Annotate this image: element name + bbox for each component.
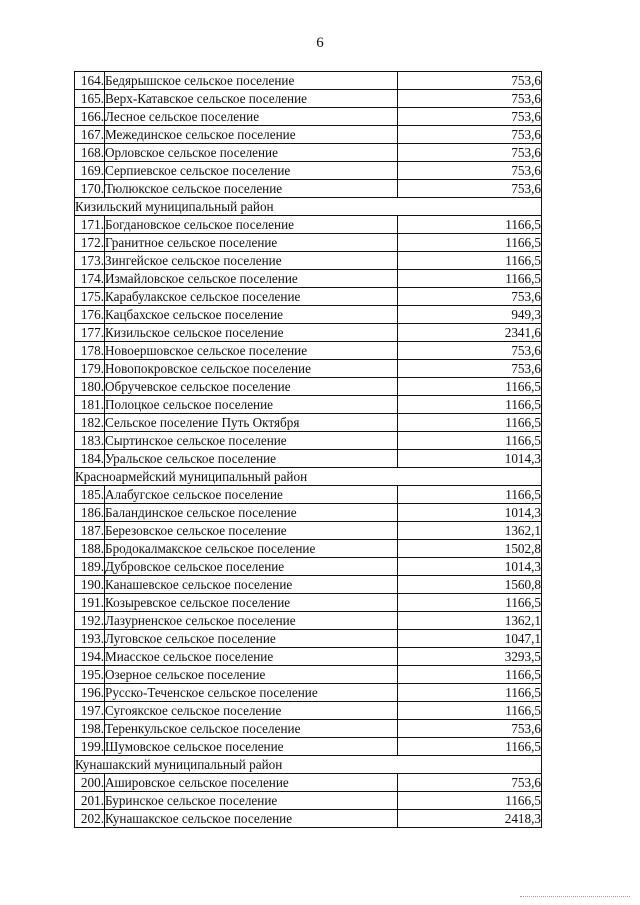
settlement-name: Верх-Катавское сельское поселение <box>105 90 398 108</box>
settlement-name: Богдановское сельское поселение <box>105 216 398 234</box>
settlement-name: Миасское сельское поселение <box>105 648 398 666</box>
settlement-name: Аширoвское сельское поселение <box>105 774 398 792</box>
amount-value: 753,6 <box>398 108 542 126</box>
row-number: 196. <box>75 684 105 702</box>
settlement-name: Орловское сельское поселение <box>105 144 398 162</box>
table-row <box>75 486 542 504</box>
row-number: 182. <box>75 414 105 432</box>
amount-value: 1166,5 <box>398 684 542 702</box>
row-number: 180. <box>75 378 105 396</box>
row-number: 199. <box>75 738 105 756</box>
row-number: 189. <box>75 558 105 576</box>
amount-value: 753,6 <box>398 360 542 378</box>
settlement-name: Новопокровское сельское поселение <box>105 360 398 378</box>
amount-value: 1014,3 <box>398 450 542 468</box>
amount-value: 1166,5 <box>398 378 542 396</box>
settlement-name: Баландинское сельское поселение <box>105 504 398 522</box>
row-number: 192. <box>75 612 105 630</box>
table-row <box>75 612 542 630</box>
amount-value: 1047,1 <box>398 630 542 648</box>
table-row <box>75 504 542 522</box>
row-number: 183. <box>75 432 105 450</box>
amount-value: 3293,5 <box>398 648 542 666</box>
amount-value: 1166,5 <box>398 396 542 414</box>
settlement-name: Кизильское сельское поселение <box>105 324 398 342</box>
settlement-name: Гранитное сельское поселение <box>105 234 398 252</box>
amount-value: 1166,5 <box>398 486 542 504</box>
amount-value: 1166,5 <box>398 432 542 450</box>
table-row <box>75 738 542 756</box>
amount-value: 1014,3 <box>398 504 542 522</box>
row-number: 178. <box>75 342 105 360</box>
table-row <box>75 108 542 126</box>
amount-value: 1502,8 <box>398 540 542 558</box>
amount-value: 753,6 <box>398 288 542 306</box>
table-row <box>75 90 542 108</box>
table-row <box>75 702 542 720</box>
settlement-name: Зингейское сельское поселение <box>105 252 398 270</box>
settlement-name: Дубровское сельское поселение <box>105 558 398 576</box>
settlement-name: Буринское сельское поселение <box>105 792 398 810</box>
district-name: Кунашакский муниципальный район <box>75 756 542 774</box>
table-row <box>75 684 542 702</box>
table-row <box>75 774 542 792</box>
district-header-row <box>75 468 542 486</box>
row-number: 172. <box>75 234 105 252</box>
row-number: 173. <box>75 252 105 270</box>
row-number: 190. <box>75 576 105 594</box>
row-number: 191. <box>75 594 105 612</box>
row-number: 193. <box>75 630 105 648</box>
table-row <box>75 144 542 162</box>
amount-value: 2418,3 <box>398 810 542 828</box>
amount-value: 753,6 <box>398 144 542 162</box>
settlement-name: Серпиевское сельское поселение <box>105 162 398 180</box>
settlement-name: Сугоякское сельское поселение <box>105 702 398 720</box>
table-row <box>75 72 542 90</box>
amount-value: 753,6 <box>398 126 542 144</box>
row-number: 200. <box>75 774 105 792</box>
row-number: 170. <box>75 180 105 198</box>
amount-value: 753,6 <box>398 72 542 90</box>
table-row <box>75 342 542 360</box>
row-number: 184. <box>75 450 105 468</box>
amount-value: 1166,5 <box>398 702 542 720</box>
row-number: 176. <box>75 306 105 324</box>
table-row <box>75 666 542 684</box>
table-row <box>75 360 542 378</box>
settlement-name: Березовское сельское поселение <box>105 522 398 540</box>
table-row <box>75 432 542 450</box>
row-number: 194. <box>75 648 105 666</box>
settlement-name: Измайловское сельское поселение <box>105 270 398 288</box>
settlement-name: Лесное сельское поселение <box>105 108 398 126</box>
amount-value: 753,6 <box>398 774 542 792</box>
amount-value: 753,6 <box>398 90 542 108</box>
row-number: 186. <box>75 504 105 522</box>
settlement-name: Озерное сельское поселение <box>105 666 398 684</box>
settlement-name: Алабугское сельское поселение <box>105 486 398 504</box>
district-name: Красноармейский муниципальный район <box>75 468 542 486</box>
amount-value: 753,6 <box>398 342 542 360</box>
amount-value: 2341,6 <box>398 324 542 342</box>
table-row <box>75 396 542 414</box>
settlement-name: Кацбахское сельское поселение <box>105 306 398 324</box>
amount-value: 1560,8 <box>398 576 542 594</box>
row-number: 167. <box>75 126 105 144</box>
table-row <box>75 792 542 810</box>
table-row <box>75 324 542 342</box>
amount-value: 949,3 <box>398 306 542 324</box>
table-row <box>75 576 542 594</box>
table-row <box>75 450 542 468</box>
table-row <box>75 288 542 306</box>
amount-value: 1166,5 <box>398 414 542 432</box>
settlement-name: Козыревское сельское поселение <box>105 594 398 612</box>
row-number: 201. <box>75 792 105 810</box>
amount-value: 1166,5 <box>398 216 542 234</box>
district-name: Кизильский муниципальный район <box>75 198 542 216</box>
table-row <box>75 180 542 198</box>
row-number: 168. <box>75 144 105 162</box>
table-row <box>75 126 542 144</box>
table-row <box>75 648 542 666</box>
settlement-name: Полоцкое сельское поселение <box>105 396 398 414</box>
row-number: 171. <box>75 216 105 234</box>
amount-value: 1362,1 <box>398 522 542 540</box>
settlement-name: Теренкульское сельское поселение <box>105 720 398 738</box>
amount-value: 1166,5 <box>398 738 542 756</box>
row-number: 179. <box>75 360 105 378</box>
settlement-name: Канашевское сельское поселение <box>105 576 398 594</box>
amount-value: 753,6 <box>398 162 542 180</box>
table-row <box>75 522 542 540</box>
row-number: 202. <box>75 810 105 828</box>
settlement-name: Кунашакское сельское поселение <box>105 810 398 828</box>
table-row <box>75 414 542 432</box>
settlement-name: Бродокалмакское сельское поселение <box>105 540 398 558</box>
row-number: 164. <box>75 72 105 90</box>
row-number: 181. <box>75 396 105 414</box>
amount-value: 1166,5 <box>398 792 542 810</box>
settlement-name: Обручевское сельское поселение <box>105 378 398 396</box>
row-number: 198. <box>75 720 105 738</box>
footer-divider <box>520 896 630 897</box>
table-row <box>75 558 542 576</box>
row-number: 166. <box>75 108 105 126</box>
row-number: 169. <box>75 162 105 180</box>
page-number: 6 <box>316 35 324 51</box>
table-row <box>75 594 542 612</box>
row-number: 175. <box>75 288 105 306</box>
table-row <box>75 630 542 648</box>
table-row <box>75 540 542 558</box>
amount-value: 1166,5 <box>398 252 542 270</box>
amount-value: 1166,5 <box>398 666 542 684</box>
amount-value: 1014,3 <box>398 558 542 576</box>
row-number: 195. <box>75 666 105 684</box>
amount-value: 1166,5 <box>398 594 542 612</box>
row-number: 188. <box>75 540 105 558</box>
table-row <box>75 216 542 234</box>
settlement-name: Тюлюкское сельское поселение <box>105 180 398 198</box>
row-number: 185. <box>75 486 105 504</box>
settlement-name: Сельское поселение Путь Октября <box>105 414 398 432</box>
amount-value: 1166,5 <box>398 270 542 288</box>
settlements-table <box>74 71 542 828</box>
settlement-name: Сыртинское сельское поселение <box>105 432 398 450</box>
district-header-row <box>75 756 542 774</box>
table-row <box>75 252 542 270</box>
table-row <box>75 810 542 828</box>
row-number: 165. <box>75 90 105 108</box>
settlement-name: Межединское сельское поселение <box>105 126 398 144</box>
table-row <box>75 720 542 738</box>
settlement-name: Новоершовское сельское поселение <box>105 342 398 360</box>
amount-value: 753,6 <box>398 180 542 198</box>
amount-value: 753,6 <box>398 720 542 738</box>
row-number: 187. <box>75 522 105 540</box>
table-row <box>75 306 542 324</box>
table-row <box>75 270 542 288</box>
settlement-name: Русско-Теченское сельское поселение <box>105 684 398 702</box>
settlement-name: Бедярышское сельское поселение <box>105 72 398 90</box>
settlement-name: Шумовское сельское поселение <box>105 738 398 756</box>
row-number: 174. <box>75 270 105 288</box>
table-row <box>75 234 542 252</box>
table-row <box>75 378 542 396</box>
settlement-name: Лазурненское сельское поселение <box>105 612 398 630</box>
settlement-name: Луговское сельское поселение <box>105 630 398 648</box>
district-header-row <box>75 198 542 216</box>
row-number: 177. <box>75 324 105 342</box>
table-row <box>75 162 542 180</box>
table-body <box>75 72 542 828</box>
row-number: 197. <box>75 702 105 720</box>
settlement-name: Уральское сельское поселение <box>105 450 398 468</box>
amount-value: 1166,5 <box>398 234 542 252</box>
settlement-name: Карабулакское сельское поселение <box>105 288 398 306</box>
amount-value: 1362,1 <box>398 612 542 630</box>
